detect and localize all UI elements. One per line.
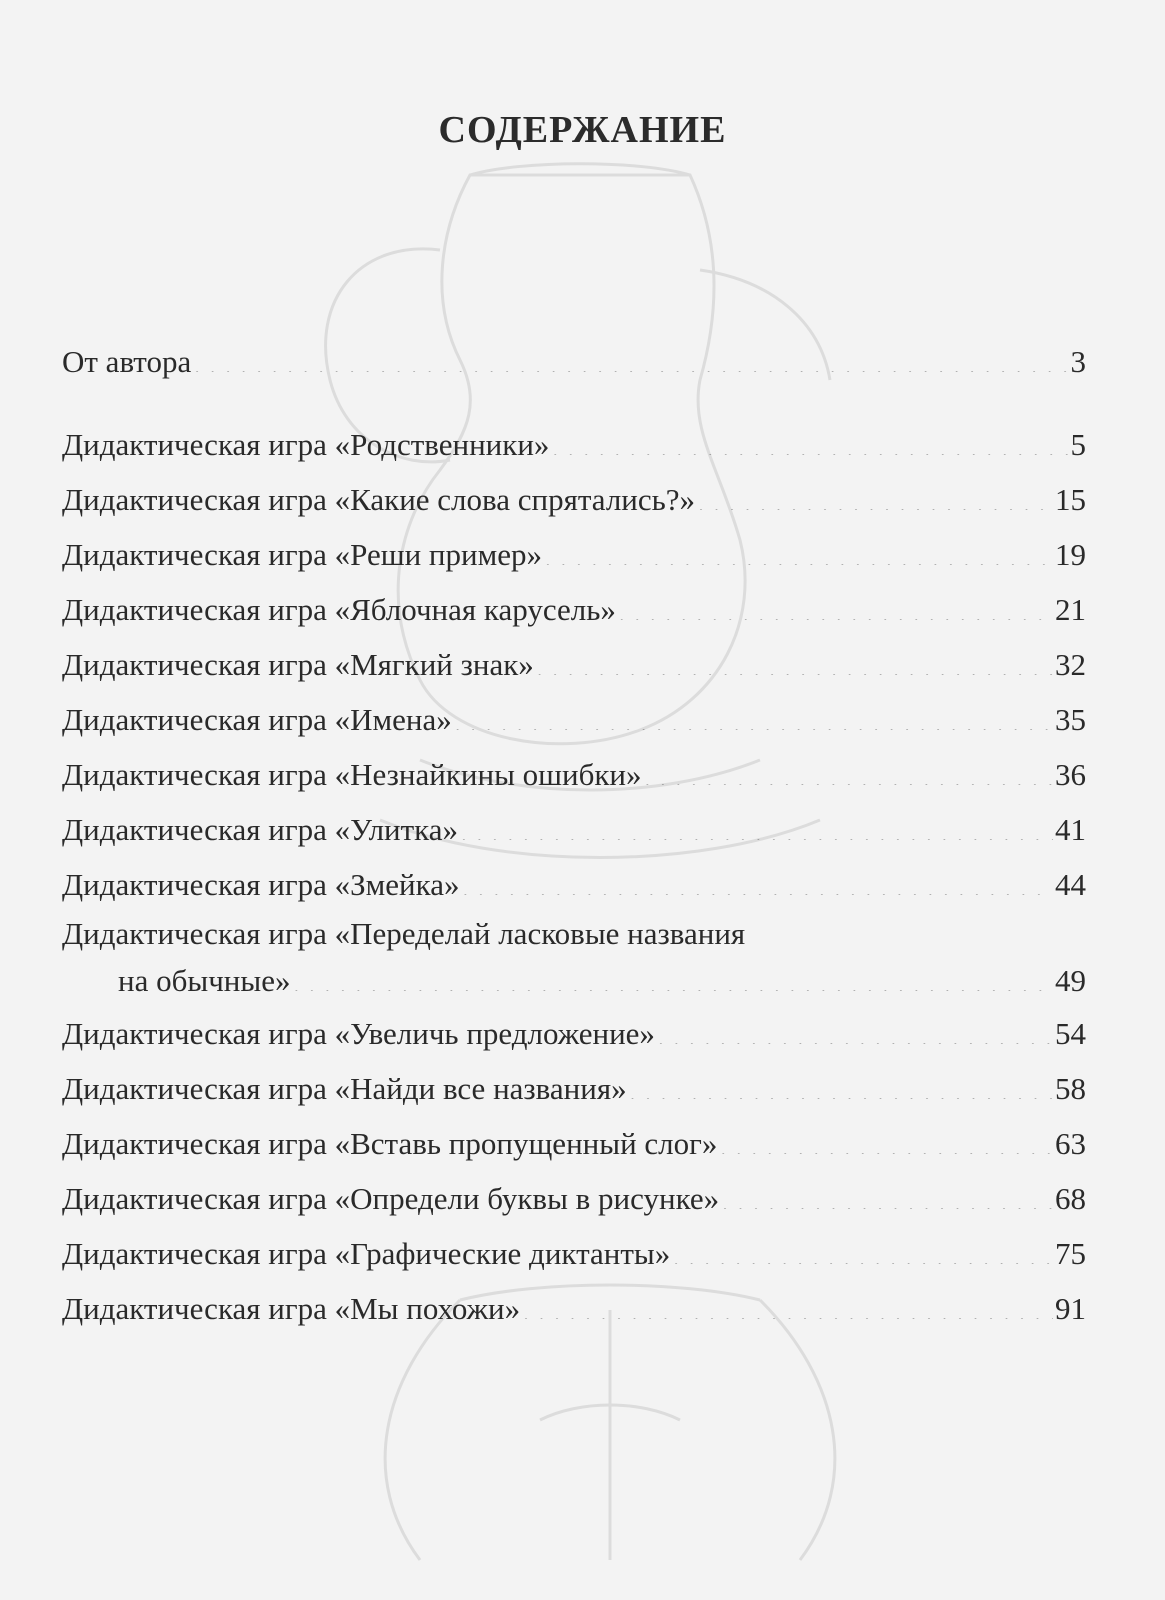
toc-entry-page: 58: [1055, 1071, 1086, 1106]
dot-leader: [719, 1134, 1053, 1154]
toc-entry-multiline: [62, 912, 1086, 1006]
toc-entry-page: 21: [1055, 592, 1086, 627]
dot-leader: [644, 765, 1053, 785]
toc-entry-label: Дидактическая игра «Вставь пропущенный слог»: [62, 1126, 718, 1161]
toc-entry: [62, 417, 1086, 472]
toc-entry-label: Дидактическая игра «Мы похожи»: [62, 1291, 521, 1326]
dot-leader: [672, 1244, 1053, 1264]
toc-entry: [62, 747, 1086, 802]
toc-entry: [62, 582, 1086, 637]
toc-entry-label: От автора: [62, 344, 192, 379]
toc-entry-page: 91: [1055, 1291, 1086, 1326]
dot-leader: [629, 1079, 1053, 1099]
dot-leader: [522, 1299, 1053, 1319]
toc-entry-page: 68: [1055, 1181, 1086, 1216]
toc-entry-label-line1: Дидактическая игра «Переделай ласковые названия: [62, 916, 746, 951]
toc-entry: [62, 1061, 1086, 1116]
dot-leader: [618, 600, 1053, 620]
toc-entry: [62, 472, 1086, 527]
dot-leader: [697, 490, 1053, 510]
dot-leader: [454, 710, 1053, 730]
table-of-contents: [62, 334, 1086, 1336]
toc-entry-page: 32: [1055, 647, 1086, 682]
toc-entry: [62, 802, 1086, 857]
dot-leader: [193, 352, 1068, 372]
toc-entry-label: Дидактическая игра «Незнайкины ошибки»: [62, 757, 642, 792]
toc-entry-label: Дидактическая игра «Найди все названия»: [62, 1071, 627, 1106]
toc-entry: [62, 527, 1086, 582]
toc-entry-label: Дидактическая игра «Графические диктанты»: [62, 1236, 671, 1271]
toc-entry-label: Дидактическая игра «Реши пример»: [62, 537, 542, 572]
toc-entry-label: Дидактическая игра «Змейка»: [62, 867, 460, 902]
dot-leader: [460, 820, 1053, 840]
toc-entry-page: 3: [1070, 344, 1086, 379]
toc-entry-page: 63: [1055, 1126, 1086, 1161]
toc-entry-page: 15: [1055, 482, 1086, 517]
toc-entry: [62, 637, 1086, 692]
toc-entry-page: 36: [1055, 757, 1086, 792]
toc-entry-page: 5: [1070, 427, 1086, 462]
dot-leader: [657, 1024, 1053, 1044]
toc-entry-page: 49: [1055, 963, 1086, 998]
toc-entry-continuation: [62, 956, 1086, 1006]
toc-entry: [62, 692, 1086, 747]
toc-entry-label: Дидактическая игра «Увеличь предложение»: [62, 1016, 655, 1051]
toc-entry-label: Дидактическая игра «Родственники»: [62, 427, 550, 462]
toc-entry-label-line2: на обычные»: [118, 963, 291, 998]
toc-entry-label: Дидактическая игра «Имена»: [62, 702, 452, 737]
dot-leader: [461, 875, 1053, 895]
toc-entry: [62, 1116, 1086, 1171]
toc-entry-page: 44: [1055, 867, 1086, 902]
dot-leader: [551, 435, 1068, 455]
toc-entry-label: Дидактическая игра «Определи буквы в рисунке»: [62, 1181, 720, 1216]
toc-entry-label: Дидактическая игра «Мягкий знак»: [62, 647, 534, 682]
toc-entry-page: 35: [1055, 702, 1086, 737]
toc-entry-page: 54: [1055, 1016, 1086, 1051]
toc-entry-page: 19: [1055, 537, 1086, 572]
page-title: СОДЕРЖАНИЕ: [438, 109, 727, 151]
toc-entry-label: Дидактическая игра «Яблочная карусель»: [62, 592, 616, 627]
toc-entry: [62, 1171, 1086, 1226]
toc-entry: [62, 1281, 1086, 1336]
dot-leader: [544, 545, 1053, 565]
toc-entry: [62, 1226, 1086, 1281]
toc-entry-intro: [62, 334, 1086, 389]
toc-entry-label: Дидактическая игра «Улитка»: [62, 812, 459, 847]
toc-entry-page: 41: [1055, 812, 1086, 847]
toc-entry: [62, 857, 1086, 912]
toc-entry: [62, 1006, 1086, 1061]
toc-entry-label: Дидактическая игра «Какие слова спрятались?»: [62, 482, 696, 517]
dot-leader: [292, 971, 1053, 991]
dot-leader: [536, 655, 1053, 675]
toc-entry-page: 75: [1055, 1236, 1086, 1271]
dot-leader: [721, 1189, 1053, 1209]
